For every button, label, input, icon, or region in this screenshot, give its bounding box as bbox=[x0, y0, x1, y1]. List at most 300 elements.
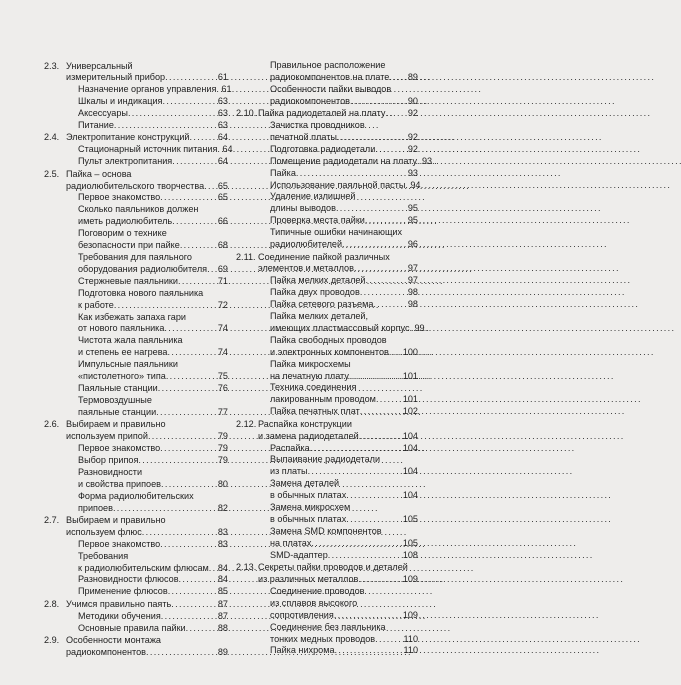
toc-subsection[interactable] bbox=[44, 144, 233, 156]
entry-title: Поговорим о технике bbox=[78, 228, 167, 239]
entry-title: длины выводов bbox=[270, 203, 336, 214]
toc-subsection[interactable] bbox=[236, 120, 418, 144]
page-number: 108 bbox=[402, 549, 418, 560]
toc-subsection[interactable] bbox=[44, 204, 228, 228]
entry-title: Замена деталей bbox=[270, 478, 340, 489]
leader-dots bbox=[180, 240, 217, 252]
section-number: 2.7. bbox=[44, 514, 60, 525]
toc-section[interactable] bbox=[236, 419, 418, 443]
entry-title: Пайка bbox=[270, 167, 296, 178]
toc-subsection[interactable] bbox=[44, 228, 228, 252]
entry-title: Назначение органов управления bbox=[78, 84, 217, 95]
entry-title: Пайка сетевого разъема bbox=[270, 299, 374, 310]
page-number: 110 bbox=[403, 633, 418, 644]
leader-dots bbox=[360, 287, 407, 299]
section-number bbox=[236, 526, 258, 550]
entry-title: Требования bbox=[78, 550, 129, 561]
entry-title: «пистолетного» типа bbox=[78, 371, 166, 382]
leader-dots bbox=[148, 431, 217, 443]
section-number bbox=[44, 623, 66, 635]
toc-subsection[interactable] bbox=[44, 335, 228, 359]
toc-subsection[interactable] bbox=[236, 299, 418, 311]
entry-title: Пайка мелких деталей, bbox=[270, 311, 369, 322]
page-number: 83 bbox=[217, 526, 228, 537]
entry-title: элементов и металлов bbox=[258, 263, 354, 274]
page-number: 69 bbox=[217, 263, 228, 274]
toc-subsection[interactable] bbox=[44, 252, 228, 276]
page-number: 101 bbox=[402, 370, 418, 381]
entry-title: лакированным проводом bbox=[270, 394, 376, 405]
entry-title: Стационарный источник питания bbox=[78, 144, 218, 155]
section-number: 2.9. bbox=[44, 635, 60, 645]
toc-subsection[interactable] bbox=[236, 478, 418, 502]
page-number: 98 bbox=[407, 299, 418, 310]
toc-subsection[interactable] bbox=[236, 60, 418, 84]
toc-subsection[interactable] bbox=[44, 84, 232, 96]
page-number: 66 bbox=[217, 216, 228, 227]
section-number bbox=[236, 622, 258, 646]
leader-dots bbox=[359, 431, 402, 443]
entry-title: Выбор припоя bbox=[78, 454, 139, 465]
page-number: 101 bbox=[402, 394, 418, 405]
entry-title: Первое знакомство bbox=[78, 192, 161, 203]
toc-section[interactable] bbox=[44, 635, 228, 659]
leader-dots bbox=[162, 96, 216, 108]
entry-title: на платах bbox=[270, 537, 312, 548]
section-number bbox=[44, 586, 66, 598]
toc-subsection[interactable] bbox=[236, 275, 418, 287]
section-number bbox=[44, 395, 66, 419]
entry-title: Электропитание конструкций bbox=[66, 132, 190, 143]
leader-dots bbox=[376, 394, 402, 406]
page-number: 109 bbox=[402, 609, 418, 620]
toc-subsection[interactable] bbox=[44, 383, 228, 395]
leader-dots bbox=[373, 299, 406, 311]
entry-title: Соединение пайкой различных bbox=[258, 251, 390, 262]
section-number bbox=[236, 382, 258, 406]
leader-dots bbox=[190, 132, 217, 144]
page-number: 74 bbox=[217, 347, 228, 358]
entry-title: Требования для паяльного bbox=[78, 252, 192, 262]
section-number bbox=[44, 120, 66, 132]
entry-title: тонких медных проводов bbox=[270, 633, 376, 644]
entry-title: Пайка печатных плат bbox=[270, 406, 360, 417]
leader-dots bbox=[336, 203, 407, 215]
toc-subsection[interactable] bbox=[236, 287, 418, 299]
toc-section[interactable] bbox=[44, 419, 228, 443]
entry-title: Импульсные паяльники bbox=[78, 359, 178, 370]
leader-dots bbox=[156, 407, 217, 419]
toc-section[interactable] bbox=[236, 108, 418, 120]
section-number bbox=[44, 276, 66, 288]
leader-dots bbox=[138, 455, 216, 467]
section-number bbox=[236, 275, 258, 287]
section-number: 2.13. bbox=[236, 562, 257, 573]
toc-subsection[interactable] bbox=[44, 192, 228, 204]
leader-dots bbox=[171, 599, 217, 611]
section-number bbox=[44, 312, 66, 336]
page-number: 64 bbox=[217, 156, 228, 167]
section-number bbox=[236, 454, 258, 478]
entry-title: Соединение проводов bbox=[270, 585, 365, 596]
entry-title: Особенности пайки выводов bbox=[270, 83, 392, 94]
section-number: 2.11. bbox=[236, 251, 256, 262]
leader-dots bbox=[207, 264, 217, 276]
section-number bbox=[236, 586, 258, 622]
entry-title: Чистота жала паяльника bbox=[78, 335, 183, 346]
entry-title: используем флюс bbox=[66, 526, 142, 537]
toc-section[interactable] bbox=[44, 169, 228, 193]
leader-dots bbox=[335, 645, 403, 657]
section-number bbox=[236, 502, 258, 526]
section-number bbox=[236, 215, 258, 227]
entry-title: Методики обучения bbox=[78, 610, 161, 621]
leader-dots bbox=[172, 216, 217, 228]
entry-title: и электронных компонентов bbox=[270, 346, 389, 357]
section-number bbox=[44, 108, 66, 120]
toc-subsection[interactable] bbox=[44, 156, 228, 168]
toc-subsection[interactable] bbox=[44, 359, 228, 383]
page-number: 94 bbox=[410, 179, 421, 190]
leader-dots bbox=[350, 96, 407, 108]
page-number: 63 bbox=[217, 108, 228, 119]
page-number: 79 bbox=[217, 454, 228, 465]
toc-column-left bbox=[44, 60, 233, 659]
toc-subsection[interactable] bbox=[236, 406, 418, 418]
page-number: 63 bbox=[217, 120, 228, 131]
entry-title: иметь радиолюбитель bbox=[78, 216, 173, 227]
page-number: 97 bbox=[407, 263, 418, 274]
leader-dots bbox=[160, 539, 217, 551]
section-number bbox=[44, 383, 66, 395]
leader-dots bbox=[346, 514, 402, 526]
toc-subsection[interactable] bbox=[236, 586, 418, 622]
section-number bbox=[236, 180, 258, 192]
toc-subsection[interactable] bbox=[236, 382, 418, 406]
section-number: 2.12. bbox=[236, 418, 257, 429]
toc-subsection[interactable] bbox=[236, 502, 418, 526]
page-number: 105 bbox=[402, 537, 418, 548]
leader-dots bbox=[158, 383, 217, 395]
page-number: 105 bbox=[402, 513, 418, 524]
toc-subsection[interactable] bbox=[236, 191, 418, 215]
section-number: 2.4. bbox=[44, 132, 60, 143]
leader-dots bbox=[337, 132, 407, 144]
leader-dots bbox=[311, 538, 401, 550]
leader-dots bbox=[328, 550, 402, 562]
entry-title: Первое знакомство bbox=[78, 538, 161, 549]
leader-dots bbox=[142, 527, 217, 539]
page-number: 97 bbox=[407, 275, 418, 286]
section-number bbox=[44, 96, 66, 108]
entry-title: на печатную плату bbox=[270, 370, 349, 381]
entry-title: Правильное расположение bbox=[270, 60, 386, 70]
toc-section[interactable] bbox=[44, 599, 228, 611]
entry-title: Выпаивание радиодетали bbox=[270, 454, 381, 465]
entry-title: безопасности при пайке bbox=[78, 240, 180, 251]
toc-column-right bbox=[236, 60, 433, 657]
page-number: 104 bbox=[402, 466, 418, 477]
page-number: 63 bbox=[217, 96, 228, 107]
entry-title: радиолюбительского творчества bbox=[66, 180, 205, 191]
section-number bbox=[44, 551, 66, 575]
leader-dots bbox=[165, 72, 217, 84]
section-number bbox=[44, 156, 66, 168]
section-number bbox=[44, 252, 66, 276]
page-number: 88 bbox=[217, 622, 228, 633]
section-number bbox=[44, 144, 66, 156]
entry-title: Распайка конструкции bbox=[258, 418, 352, 429]
toc-subsection[interactable] bbox=[44, 443, 228, 455]
entry-title: Проверка места пайки bbox=[270, 215, 365, 226]
toc-section[interactable] bbox=[44, 515, 228, 539]
page-number: 102 bbox=[402, 406, 418, 417]
section-number bbox=[236, 144, 258, 156]
entry-title: Пайка свободных проводов bbox=[270, 334, 387, 345]
page-number: 76 bbox=[217, 382, 228, 393]
section-number bbox=[236, 443, 258, 455]
leader-dots bbox=[166, 371, 217, 383]
toc-section[interactable] bbox=[236, 562, 418, 586]
entry-title: Основные правила пайки bbox=[78, 622, 186, 633]
toc-subsection[interactable] bbox=[44, 467, 228, 491]
entry-title: Применение флюсов bbox=[78, 586, 168, 597]
entry-title: Секреты пайки проводов и деталей bbox=[258, 562, 408, 573]
toc-section[interactable] bbox=[236, 252, 418, 276]
page-number: 80 bbox=[217, 478, 228, 489]
entry-title: и свойства припоев bbox=[78, 478, 161, 489]
toc-subsection[interactable] bbox=[44, 551, 228, 575]
section-number bbox=[236, 406, 258, 418]
toc-subsection[interactable] bbox=[44, 108, 228, 120]
page-number: 82 bbox=[217, 502, 228, 513]
toc-subsection[interactable] bbox=[44, 491, 228, 515]
entry-title: Выбираем и правильно bbox=[66, 514, 166, 525]
page-number: 90 bbox=[407, 95, 418, 106]
entry-title: радиокомпонентов bbox=[66, 646, 146, 657]
toc-subsection[interactable] bbox=[44, 96, 228, 108]
section-number bbox=[236, 191, 258, 215]
section-number bbox=[236, 335, 258, 359]
page-number: 64 bbox=[222, 144, 233, 155]
toc-subsection[interactable] bbox=[236, 645, 418, 657]
entry-title: Термовоздушные bbox=[78, 394, 152, 405]
leader-dots bbox=[204, 181, 217, 193]
toc-subsection[interactable] bbox=[44, 120, 228, 132]
toc-subsection[interactable] bbox=[44, 288, 228, 312]
section-number: 2.10. bbox=[236, 108, 257, 119]
page-number: 110 bbox=[403, 645, 418, 656]
toc-subsection[interactable] bbox=[44, 574, 228, 586]
leader-dots bbox=[209, 563, 217, 575]
page-number: 61 bbox=[217, 72, 228, 83]
page-number: 65 bbox=[217, 180, 228, 191]
page-number: 92 bbox=[407, 131, 418, 142]
toc-subsection[interactable] bbox=[236, 359, 418, 383]
entry-title: в обычных платах bbox=[270, 513, 347, 524]
entry-title: радиолюбителей bbox=[270, 239, 343, 250]
entry-title: и замена радиодеталей bbox=[258, 430, 359, 441]
toc-subsection[interactable] bbox=[44, 623, 228, 635]
section-number bbox=[44, 84, 66, 96]
page-number: 83 bbox=[217, 538, 228, 549]
entry-title: Замена микросхем bbox=[270, 502, 351, 513]
entry-title: Питание bbox=[78, 120, 114, 131]
section-number bbox=[44, 491, 66, 515]
leader-dots bbox=[375, 144, 407, 156]
entry-title: сопротивления bbox=[270, 609, 334, 620]
entry-title: Универсальный bbox=[66, 60, 133, 71]
section-number bbox=[44, 611, 66, 623]
entry-title: Особенности монтажа bbox=[66, 635, 161, 645]
toc-subsection[interactable] bbox=[44, 586, 228, 598]
entry-title: Как избежать запаха гари bbox=[78, 311, 186, 322]
toc-section[interactable] bbox=[44, 132, 228, 144]
page-number: 104 bbox=[402, 490, 418, 501]
page-number: 109 bbox=[402, 573, 418, 584]
entry-title: Форма радиолюбительских bbox=[78, 490, 194, 501]
leader-dots bbox=[164, 323, 216, 335]
entry-title: Учимся правильно паять bbox=[66, 598, 172, 609]
toc-subsection[interactable] bbox=[236, 454, 418, 478]
entry-title: Пайка двух проводов bbox=[270, 287, 360, 298]
leader-dots bbox=[349, 371, 402, 383]
toc-subsection[interactable] bbox=[44, 611, 228, 623]
toc-subsection[interactable] bbox=[44, 539, 228, 551]
entry-title: радиокомпонентов на плате bbox=[270, 71, 390, 82]
toc-subsection[interactable] bbox=[236, 144, 418, 156]
leader-dots bbox=[385, 108, 406, 120]
entry-title: припоев bbox=[78, 502, 113, 513]
page-number: 84 bbox=[217, 562, 228, 573]
page-number: 84 bbox=[217, 574, 228, 585]
entry-title: Аксессуары bbox=[78, 108, 128, 119]
section-number bbox=[236, 478, 258, 502]
section-number bbox=[44, 335, 66, 359]
entry-title: Пайка – основа bbox=[66, 168, 132, 179]
section-number bbox=[236, 60, 258, 84]
toc-subsection[interactable] bbox=[236, 622, 418, 646]
toc-section[interactable] bbox=[44, 61, 228, 85]
toc-subsection[interactable] bbox=[236, 215, 418, 227]
entry-title: из платы bbox=[270, 466, 308, 477]
section-number: 2.6. bbox=[44, 419, 60, 430]
toc-subsection[interactable] bbox=[236, 335, 418, 359]
leader-dots bbox=[334, 610, 402, 622]
section-number bbox=[44, 455, 66, 467]
toc-subsection[interactable] bbox=[44, 395, 228, 419]
leader-dots bbox=[161, 479, 217, 491]
entry-title: SMD-адаптер bbox=[270, 549, 328, 560]
leader-dots bbox=[366, 275, 407, 287]
entry-title: оборудования радиолюбителя bbox=[78, 263, 208, 274]
toc-subsection[interactable] bbox=[44, 312, 228, 336]
leader-dots bbox=[308, 466, 402, 478]
section-number bbox=[44, 288, 66, 312]
toc-subsection[interactable] bbox=[44, 276, 228, 288]
entry-title: к работе bbox=[78, 299, 114, 310]
toc-subsection[interactable] bbox=[236, 155, 433, 168]
section-number bbox=[236, 156, 258, 168]
entry-title: Техника соединения bbox=[270, 382, 357, 393]
page-number: 93 bbox=[422, 155, 433, 166]
toc-subsection[interactable] bbox=[236, 526, 418, 550]
page-number: 93 bbox=[407, 167, 418, 178]
leader-dots bbox=[354, 263, 407, 275]
page-number: 68 bbox=[217, 240, 228, 251]
toc-subsection[interactable] bbox=[236, 550, 418, 562]
entry-title: в обычных платах bbox=[270, 490, 347, 501]
entry-title: Использование паяльной пасты bbox=[270, 179, 406, 190]
toc-subsection[interactable] bbox=[236, 168, 418, 180]
section-number bbox=[44, 467, 66, 491]
section-number: 2.5. bbox=[44, 168, 60, 179]
entry-title: Сколько паяльников должен bbox=[78, 204, 199, 215]
toc-subsection[interactable] bbox=[236, 179, 421, 192]
section-number bbox=[44, 443, 66, 455]
section-number: 2.3. bbox=[44, 60, 60, 71]
entry-title: Паяльные станции bbox=[78, 382, 158, 393]
leader-dots bbox=[160, 192, 217, 204]
toc-subsection[interactable] bbox=[236, 84, 418, 108]
leader-dots bbox=[160, 443, 217, 455]
entry-title: Стержневые паяльники bbox=[78, 275, 178, 286]
leader-dots bbox=[179, 574, 217, 586]
entry-title: к радиолюбительским флюсам bbox=[78, 562, 209, 573]
leader-dots bbox=[360, 406, 402, 418]
entry-title: печатной платы bbox=[270, 131, 337, 142]
page-number: 100 bbox=[402, 346, 418, 357]
entry-title: Первое знакомство bbox=[78, 443, 161, 453]
page-number: 92 bbox=[407, 143, 418, 154]
entry-title: Соединение без паяльника bbox=[270, 621, 386, 632]
leader-dots bbox=[178, 276, 217, 288]
leader-dots bbox=[346, 490, 402, 502]
leader-dots bbox=[365, 215, 407, 227]
section-number bbox=[236, 168, 258, 180]
section-number bbox=[236, 299, 258, 311]
toc-subsection[interactable] bbox=[236, 311, 425, 335]
page-number: 64 bbox=[217, 132, 228, 143]
leader-dots bbox=[342, 239, 407, 251]
section-number bbox=[236, 84, 258, 108]
page-number: 95 bbox=[407, 215, 418, 226]
page-number: 72 bbox=[217, 299, 228, 310]
toc-subsection[interactable] bbox=[236, 443, 418, 455]
page-number: 95 bbox=[407, 203, 418, 214]
entry-title: из различных металлов bbox=[258, 573, 359, 584]
page-number: 104 bbox=[402, 442, 418, 453]
section-number bbox=[236, 120, 258, 144]
entry-title: радиокомпонентов bbox=[270, 95, 350, 106]
leader-dots bbox=[128, 108, 217, 120]
entry-title: Подготовка радиодетали bbox=[270, 143, 376, 154]
toc-subsection[interactable] bbox=[236, 227, 418, 251]
page-number: 85 bbox=[217, 586, 228, 597]
entry-title: Замена SMD компонентов bbox=[270, 525, 382, 536]
leader-dots bbox=[114, 300, 217, 312]
toc-subsection[interactable] bbox=[44, 455, 228, 467]
page-number: 98 bbox=[407, 287, 418, 298]
leader-dots bbox=[358, 574, 401, 586]
page-number: 104 bbox=[402, 430, 418, 441]
leader-dots bbox=[114, 120, 217, 132]
entry-title: Разновидности bbox=[78, 466, 143, 477]
leader-dots bbox=[172, 156, 217, 168]
page-number: 65 bbox=[217, 192, 228, 203]
page-number: 79 bbox=[217, 431, 228, 442]
page-number: 87 bbox=[217, 610, 228, 621]
